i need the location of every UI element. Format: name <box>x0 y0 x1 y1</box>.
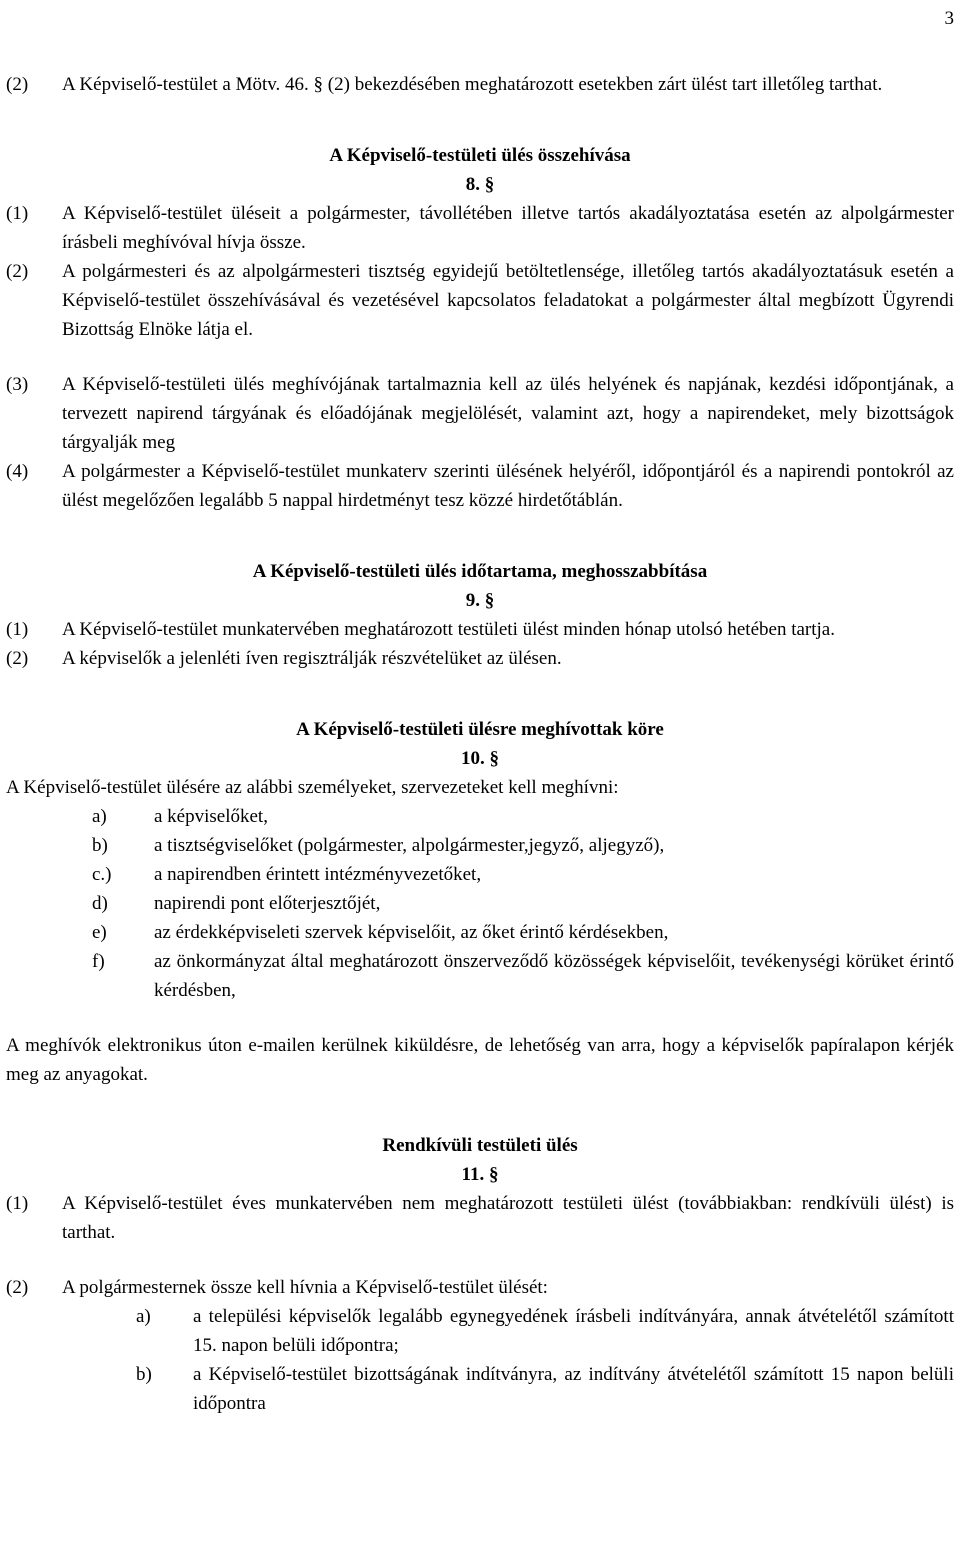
section-10-closing: A meghívók elektronikus úton e-mailen kerülnek kiküldésre, de lehetőség van arra, hogy a képviselők papíralapon kérjék meg az anyagokat. <box>6 1035 954 1085</box>
paragraph-8-4 <box>6 457 954 515</box>
paragraph-9-2 <box>6 644 954 673</box>
list-item <box>92 889 954 918</box>
list-item <box>92 802 954 831</box>
section-9-title: A Képviselő-testületi ülés időtartama, meghosszabbítása <box>252 561 708 582</box>
list-item <box>92 860 954 889</box>
list-item-label: e) <box>92 922 107 943</box>
paragraph-number: (2) <box>6 74 29 95</box>
paragraph-text: A polgármester a Képviselő-testület munkaterv szerinti ülésének helyéről, időpontjáról és a napirendi pontokról az ülést megelőzően legalább 5 nappal hirdetményt tesz közzé hirdetőtáblán. <box>62 461 954 511</box>
paragraph-text: A képviselők a jelenléti íven regisztrálják részvételüket az ülésen. <box>62 648 562 669</box>
list-item-label: b) <box>92 835 108 856</box>
list-item-label: a) <box>92 806 107 827</box>
list-item <box>92 918 954 947</box>
paragraph-11-2 <box>6 1273 954 1302</box>
list-item-text: az érdekképviseleti szervek képviselőit, az őket érintő kérdésekben, <box>154 922 669 943</box>
section-11-title: Rendkívüli testületi ülés <box>382 1135 578 1156</box>
list-item-label: f) <box>92 951 105 972</box>
paragraph-11-1 <box>6 1189 954 1247</box>
paragraph-text: A Képviselő-testület munkatervében meghatározott testületi ülést minden hónap utolsó hetében tartja. <box>62 619 835 640</box>
page-number: 3 <box>944 8 954 29</box>
section-10-title: A Képviselő-testületi ülésre meghívottak köre <box>296 719 664 740</box>
paragraph-number: (2) <box>6 1277 29 1298</box>
list-item-label: d) <box>92 893 108 914</box>
list-item-text: a települési képviselők legalább egynegyedének írásbeli indítványára, annak átvételétől számított 15. napon belüli időpontra; <box>193 1306 954 1356</box>
section-9-number: 9. § <box>465 590 495 611</box>
list-item <box>136 1302 954 1360</box>
section-8-number: 8. § <box>465 174 495 195</box>
paragraph-text: A Képviselő-testület a Mötv. 46. § (2) bekezdésében meghatározott esetekben zárt ülést tart illetőleg tarthat. <box>62 74 883 95</box>
paragraph-8-3 <box>6 370 954 457</box>
list-item <box>92 947 954 1005</box>
section-10-number: 10. § <box>461 748 499 769</box>
paragraph-number: (4) <box>6 461 29 482</box>
list-item-text: napirendi pont előterjesztőjét, <box>154 893 381 914</box>
list-item-label: b) <box>136 1364 152 1385</box>
paragraph-number: (1) <box>6 619 29 640</box>
paragraph-8-2 <box>6 257 954 344</box>
list-item-text: a Képviselő-testület bizottságának indítványra, az indítvány átvételétől számított 15 napon belüli időpontra <box>193 1364 954 1414</box>
paragraph-8-1 <box>6 199 954 257</box>
list-item <box>136 1360 954 1418</box>
paragraph-text: A Képviselő-testület éves munkatervében nem meghatározott testületi ülést (továbbiakban: rendkívüli ülést) is tarthat. <box>62 1193 954 1243</box>
paragraph-text: A polgármesternek össze kell hívnia a Képviselő-testület ülését: <box>62 1277 548 1298</box>
paragraph-text: A Képviselő-testület üléseit a polgármester, távollétében illetve tartós akadályoztatása esetén az alpolgármester írásbeli meghívóval hívja össze. <box>62 203 954 253</box>
list-item <box>92 831 954 860</box>
document-body <box>6 70 954 1418</box>
paragraph-7-2 <box>6 70 954 99</box>
paragraph-number: (2) <box>6 261 29 282</box>
paragraph-text: A Képviselő-testületi ülés meghívójának tartalmaznia kell az ülés helyének és napjának, kezdési időpontjának, a tervezett napirend tárgyának és előadójának megjelölését, valamint azt, hogy a napirendeket, mely bizottságok tárgyalják meg <box>62 374 954 453</box>
list-item-text: a tisztségviselőket (polgármester, alpolgármester,jegyző, aljegyző), <box>154 835 665 856</box>
paragraph-9-1 <box>6 615 954 644</box>
paragraph-number: (3) <box>6 374 29 395</box>
section-11-number: 11. § <box>461 1164 499 1185</box>
list-item-text: az önkormányzat által meghatározott önszerveződő közösségek képviselőit, tevékenységi körüket érintő kérdésben, <box>154 951 954 1001</box>
section-8-title: A Képviselő-testületi ülés összehívása <box>329 145 631 166</box>
paragraph-number: (1) <box>6 203 29 224</box>
list-item-label: a) <box>136 1306 151 1327</box>
paragraph-number: (2) <box>6 648 29 669</box>
list-item-label: c.) <box>92 864 112 885</box>
section-10-intro: A Képviselő-testület ülésére az alábbi személyeket, szervezeteket kell meghívni: <box>6 777 619 798</box>
list-item-text: a napirendben érintett intézményvezetőket, <box>154 864 482 885</box>
paragraph-text: A polgármesteri és az alpolgármesteri tisztség egyidejű betöltetlensége, illetőleg tartós akadályoztatásuk esetén a Képviselő-testület összehívásával és vezetésével kapcsolatos feladatokat a polgármester által megbízott Ügyrendi Bizottság Elnöke látja el. <box>62 261 954 340</box>
paragraph-number: (1) <box>6 1193 29 1214</box>
list-item-text: a képviselőket, <box>154 806 268 827</box>
